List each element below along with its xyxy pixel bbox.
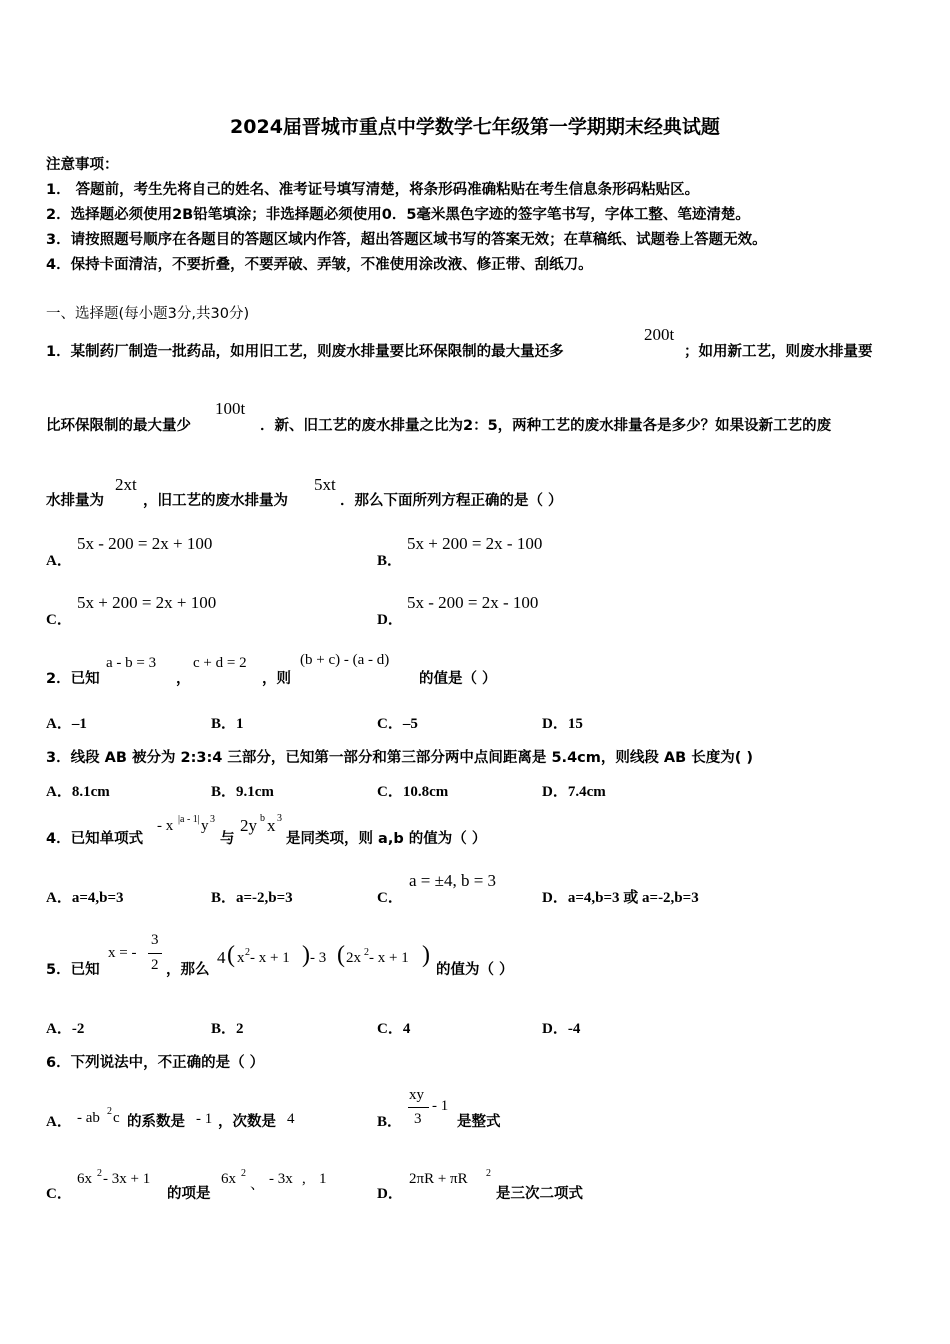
q4-option-c: a = ±4, b = 3 bbox=[409, 871, 497, 890]
q6-option-c-math: 6x bbox=[77, 1171, 92, 1187]
q1-option-a: 5x - 200 = 2x + 100 bbox=[77, 534, 213, 553]
q6-option-c-sup: 2 bbox=[97, 1168, 102, 1179]
q4-option-b: B．a=-2,b=3 bbox=[211, 890, 293, 906]
q1-option-b: 5x + 200 = 2x - 100 bbox=[407, 534, 543, 553]
q5-math: x bbox=[237, 950, 245, 966]
notice-item: 3．请按照题号顺序在各题目的答题区域内作答，超出答题区域书写的答案无效；在草稿纸、试题卷上答题无效。 bbox=[46, 232, 767, 248]
q1-text: ．新、旧工艺的废水排量之比为2：5，两种工艺的废水排量各是多少？如果设新工艺的废 bbox=[260, 418, 832, 434]
q1-math: 5xt bbox=[314, 475, 336, 494]
q2-option-b: B．1 bbox=[211, 716, 244, 732]
q1-text: ，旧工艺的废水排量为 bbox=[143, 493, 288, 509]
q5-option-c: C．4 bbox=[377, 1021, 411, 1037]
q5-math: x = - bbox=[108, 945, 137, 961]
page-title: 2024届晋城市重点中学数学七年级第一学期期末经典试题 bbox=[230, 116, 720, 138]
q5-text: 5．已知 bbox=[46, 962, 100, 978]
q2-text: 2．已知 bbox=[46, 671, 100, 687]
q5-math: 4 bbox=[217, 948, 226, 967]
q1-option-c-label: C． bbox=[46, 612, 72, 628]
q5-paren: ) bbox=[302, 942, 310, 968]
q5-math: - x + 1 bbox=[250, 950, 290, 966]
q4-option-a: A．a=4,b=3 bbox=[46, 890, 124, 906]
q6-option-b-math: - 1 bbox=[432, 1098, 449, 1114]
notice-heading: 注意事项： bbox=[46, 157, 119, 173]
q5-paren: ( bbox=[337, 942, 345, 968]
q4-math: x bbox=[267, 816, 276, 835]
q6-option-c-label: C． bbox=[46, 1186, 72, 1202]
q4-math-sup: |a - 1| bbox=[178, 814, 200, 825]
q6-option-a-math: - ab bbox=[77, 1110, 100, 1126]
notice-item: 2．选择题必须使用2B铅笔填涂；非选择题必须使用0．5毫米黑色字迹的签字笔书写，字体工整、笔迹清楚。 bbox=[46, 207, 750, 223]
q5-option-a: A．-2 bbox=[46, 1021, 85, 1037]
fraction-bar bbox=[148, 953, 162, 954]
q6-option-a-math: c bbox=[113, 1110, 120, 1126]
q4-option-c-label: C． bbox=[377, 890, 403, 906]
q1-math: 2xt bbox=[115, 475, 137, 494]
q2-math: (b + c) - (a - d) bbox=[300, 652, 390, 668]
q1-text: 1．某制药厂制造一批药品，如用旧工艺，则废水排量要比环保限制的最大量还多 bbox=[46, 344, 564, 360]
q6-option-a-label: A． bbox=[46, 1114, 72, 1130]
q1-text: ．那么下面所列方程正确的是（ ） bbox=[340, 493, 563, 509]
q6-option-c-sup: 2 bbox=[241, 1168, 246, 1179]
q6-option-d-sup: 2 bbox=[486, 1168, 491, 1179]
q4-math-sup: b bbox=[260, 813, 265, 824]
q1-option-b-label: B． bbox=[377, 553, 403, 569]
q2-text: 的值是（ ） bbox=[419, 671, 497, 687]
section-heading: 一、选择题(每小题3分,共30分) bbox=[46, 306, 250, 322]
q6-option-d-label: D． bbox=[377, 1186, 403, 1202]
q6-option-a-sup: 2 bbox=[107, 1106, 112, 1117]
q5-math-sup: 2 bbox=[245, 947, 250, 958]
q1-option-d: 5x - 200 = 2x - 100 bbox=[407, 593, 539, 612]
q1-math: 100t bbox=[215, 399, 246, 418]
q6-option-a-text: ，次数是 bbox=[218, 1114, 276, 1130]
q6-option-c-math: - 3x bbox=[269, 1171, 293, 1187]
q2-option-a: A．–1 bbox=[46, 716, 87, 732]
q6-option-a-math: - 1 bbox=[196, 1111, 213, 1127]
q4-math-sup: 3 bbox=[210, 814, 215, 825]
q4-math-sup: 3 bbox=[277, 813, 282, 824]
q5-text: 的值为（ ） bbox=[436, 962, 514, 978]
q6-option-d-math: 2πR + πR bbox=[409, 1171, 468, 1187]
q5-math: - x + 1 bbox=[369, 950, 409, 966]
q6-option-a-math: 4 bbox=[287, 1111, 295, 1127]
q6-option-b-text: 是整式 bbox=[457, 1114, 501, 1130]
q3-option-d: D．7.4cm bbox=[542, 784, 606, 800]
q3-option-b: B．9.1cm bbox=[211, 784, 274, 800]
q6-option-c-sep: , bbox=[302, 1171, 306, 1187]
q4-math: - x bbox=[157, 818, 174, 834]
q2-math: a - b = 3 bbox=[106, 655, 157, 671]
q5-math: 2x bbox=[346, 950, 361, 966]
q5-math: - 3 bbox=[310, 950, 327, 966]
q5-paren: ( bbox=[227, 942, 235, 968]
q2-option-d: D．15 bbox=[542, 716, 583, 732]
q6-option-c-math: 6x bbox=[221, 1171, 236, 1187]
q4-math: y bbox=[201, 818, 209, 834]
q1-text: 水排量为 bbox=[46, 493, 104, 509]
fraction-bar bbox=[408, 1107, 429, 1108]
q3-text: 3．线段 AB 被分为 2:3:4 三部分，已知第一部分和第三部分两中点间距离是 5.4cm，则线段 AB 长度为( ) bbox=[46, 750, 754, 766]
q3-option-c: C．10.8cm bbox=[377, 784, 449, 800]
q2-math: c + d = 2 bbox=[193, 655, 247, 671]
q1-text: 比环保限制的最大量少 bbox=[46, 418, 191, 434]
q2-text: ， bbox=[176, 671, 191, 687]
q1-option-a-label: A． bbox=[46, 553, 72, 569]
q6-text: 6．下列说法中，不正确的是（ ） bbox=[46, 1055, 265, 1071]
q1-option-c: 5x + 200 = 2x + 100 bbox=[77, 593, 217, 612]
q6-option-c-math: - 3x + 1 bbox=[103, 1171, 151, 1187]
q6-option-c-sep: 、 bbox=[250, 1177, 265, 1193]
q6-option-b-label: B． bbox=[377, 1114, 403, 1130]
q1-text: ；如用新工艺，则废水排量要 bbox=[684, 344, 873, 360]
q2-option-c: C．–5 bbox=[377, 716, 418, 732]
q5-math-sup: 2 bbox=[364, 947, 369, 958]
q4-text: 与 bbox=[220, 831, 235, 847]
q2-text: ，则 bbox=[262, 671, 291, 687]
q4-math: 2y bbox=[240, 816, 257, 835]
q6-option-a-text: 的系数是 bbox=[127, 1114, 185, 1130]
q5-frac-num: 3 bbox=[151, 932, 159, 948]
q6-option-d-text: 是三次二项式 bbox=[496, 1186, 583, 1202]
q5-option-b: B．2 bbox=[211, 1021, 244, 1037]
q3-option-a: A．8.1cm bbox=[46, 784, 110, 800]
q4-text: 是同类项，则 a,b 的值为（ ） bbox=[286, 831, 487, 847]
q5-option-d: D．-4 bbox=[542, 1021, 581, 1037]
q1-option-d-label: D． bbox=[377, 612, 403, 628]
q6-option-c-math: 1 bbox=[319, 1171, 327, 1187]
q5-frac-den: 2 bbox=[151, 957, 159, 973]
q5-text: ，那么 bbox=[166, 962, 210, 978]
q4-option-d: D．a=4,b=3 或 a=-2,b=3 bbox=[542, 890, 699, 906]
notice-item: 4．保持卡面清洁，不要折叠，不要弄破、弄皱，不准使用涂改液、修正带、刮纸刀。 bbox=[46, 257, 593, 273]
q6-option-c-text: 的项是 bbox=[167, 1186, 211, 1202]
q4-text: 4．已知单项式 bbox=[46, 831, 144, 847]
q6-option-b-den: 3 bbox=[414, 1111, 422, 1127]
q6-option-b-num: xy bbox=[409, 1087, 424, 1103]
notice-item: 1． 答题前，考生先将自己的姓名、准考证号填写清楚，将条形码准确粘贴在考生信息条形码粘贴区。 bbox=[46, 182, 700, 198]
q5-paren: ) bbox=[422, 942, 430, 968]
q1-math: 200t bbox=[644, 325, 675, 344]
